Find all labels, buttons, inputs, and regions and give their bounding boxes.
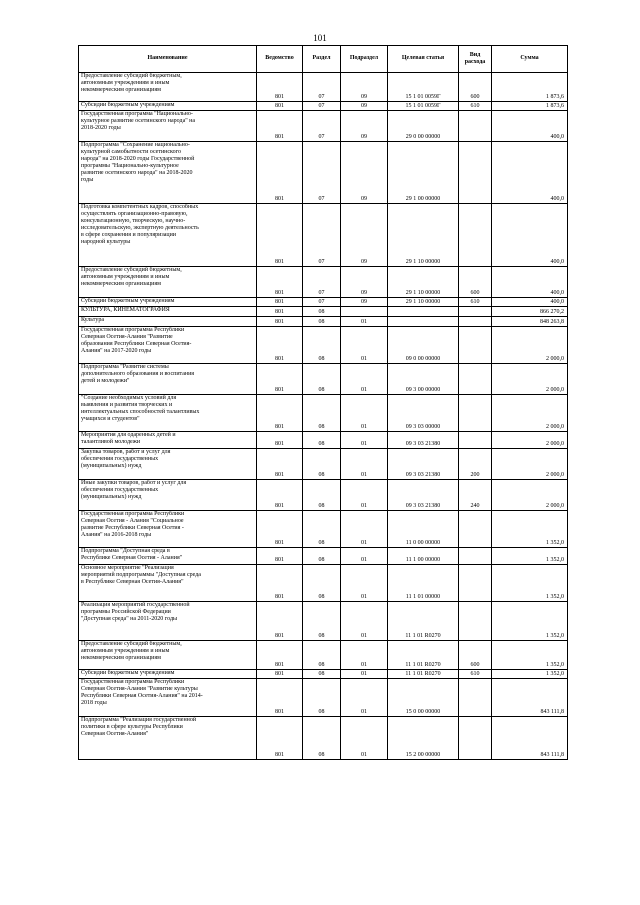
row-name: Подпрограмма "Доступная среда в Республике Северная Осетия - Алания" xyxy=(79,548,257,565)
row-summa: 400,0 xyxy=(492,111,568,142)
row-vid-raskhoda xyxy=(459,204,492,267)
row-summa: 2 000,0 xyxy=(492,364,568,395)
row-summa: 843 111,8 xyxy=(492,679,568,717)
header-vid-raskhoda: Вид расхода xyxy=(459,46,492,73)
row-vid-raskhoda: 600 xyxy=(459,641,492,670)
row-razdel: 08 xyxy=(303,327,341,364)
row-summa: 400,0 xyxy=(492,142,568,204)
row-celevaya-statya: 15 0 00 00000 xyxy=(388,679,459,717)
row-name: Реализация мероприятий государственной программы Российской Федерации "Доступная среда" на 2011-2020 годы xyxy=(79,602,257,641)
row-name: Субсидии бюджетным учреждениям xyxy=(79,670,257,679)
row-razdel: 07 xyxy=(303,73,341,102)
row-vid-raskhoda xyxy=(459,142,492,204)
header-razdel: Раздел xyxy=(303,46,341,73)
row-podrazdel: 01 xyxy=(341,327,388,364)
row-razdel: 07 xyxy=(303,142,341,204)
row-podrazdel: 09 xyxy=(341,298,388,307)
table-row xyxy=(79,480,568,511)
row-summa: 1 873,6 xyxy=(492,73,568,102)
table-row xyxy=(79,111,568,142)
row-razdel: 08 xyxy=(303,364,341,395)
row-razdel: 08 xyxy=(303,480,341,511)
row-razdel: 08 xyxy=(303,548,341,565)
row-vid-raskhoda: 610 xyxy=(459,298,492,307)
table-row xyxy=(79,307,568,317)
header-podrazdel: Подраздел xyxy=(341,46,388,73)
row-summa: 400,0 xyxy=(492,298,568,307)
row-name: Подпрограмма "Сохранение национально- культурной самобытности осетинского народа" на 2018-2020 годы Государственной программы "Национально-культурное развитие осетинского народа" на 2018-2020 годы xyxy=(79,142,257,204)
row-celevaya-statya: 11 1 01 R0270 xyxy=(388,602,459,641)
row-vid-raskhoda: 200 xyxy=(459,449,492,480)
row-name: "Создание необходимых условий для выявления и развития творческих и интеллектуальных способностей талантливых учащихся и студентов" xyxy=(79,395,257,432)
table-row xyxy=(79,364,568,395)
row-podrazdel: 01 xyxy=(341,717,388,760)
page-number: 101 xyxy=(313,33,327,43)
row-vedomstvo: 801 xyxy=(257,142,303,204)
table-row xyxy=(79,142,568,204)
row-razdel: 08 xyxy=(303,679,341,717)
row-razdel: 07 xyxy=(303,204,341,267)
row-podrazdel: 09 xyxy=(341,142,388,204)
row-summa: 1 352,0 xyxy=(492,511,568,548)
row-celevaya-statya xyxy=(388,317,459,327)
row-name: Предоставление субсидий бюджетным, автономным учреждениям и иным некоммерческим организациям xyxy=(79,267,257,298)
row-podrazdel: 01 xyxy=(341,679,388,717)
row-celevaya-statya: 11 1 01 00000 xyxy=(388,565,459,602)
row-name: Иные закупки товаров, работ и услуг для обеспечения государственных (муниципальных) нужд xyxy=(79,480,257,511)
row-vedomstvo: 801 xyxy=(257,204,303,267)
row-razdel: 08 xyxy=(303,307,341,317)
row-name: Государственная программа Республики Северная Осетия - Алания "Социальное развитие Республики Северная Осетия - Алания" на 2016-2018 годы xyxy=(79,511,257,548)
row-celevaya-statya: 29 1 10 00000 xyxy=(388,267,459,298)
row-summa: 1 352,0 xyxy=(492,602,568,641)
row-vedomstvo: 801 xyxy=(257,480,303,511)
row-celevaya-statya: 09 0 00 00000 xyxy=(388,327,459,364)
table-row xyxy=(79,317,568,327)
row-vid-raskhoda xyxy=(459,317,492,327)
row-celevaya-statya: 29 1 10 00000 xyxy=(388,204,459,267)
row-vid-raskhoda xyxy=(459,679,492,717)
header-celevaya-statya: Целевая статья xyxy=(388,46,459,73)
row-celevaya-statya: 11 1 01 R0270 xyxy=(388,670,459,679)
row-vedomstvo: 801 xyxy=(257,449,303,480)
row-vedomstvo: 801 xyxy=(257,548,303,565)
row-podrazdel: 01 xyxy=(341,317,388,327)
table-row xyxy=(79,449,568,480)
row-podrazdel: 01 xyxy=(341,602,388,641)
row-vedomstvo: 801 xyxy=(257,327,303,364)
row-razdel: 08 xyxy=(303,717,341,760)
row-name: Основное мероприятие "Реализация мероприятий подпрограммы "Доступная среда в Республике Северная Осетия-Алания" xyxy=(79,565,257,602)
row-razdel: 08 xyxy=(303,565,341,602)
row-summa: 2 000,0 xyxy=(492,395,568,432)
row-vedomstvo: 801 xyxy=(257,565,303,602)
table-row xyxy=(79,73,568,102)
row-vid-raskhoda xyxy=(459,111,492,142)
row-razdel: 07 xyxy=(303,298,341,307)
row-podrazdel: 09 xyxy=(341,73,388,102)
table-row xyxy=(79,602,568,641)
row-razdel: 08 xyxy=(303,602,341,641)
table-row xyxy=(79,298,568,307)
row-vid-raskhoda: 240 xyxy=(459,480,492,511)
row-summa: 843 111,8 xyxy=(492,717,568,760)
row-vedomstvo: 801 xyxy=(257,511,303,548)
header-name: Наименование xyxy=(79,46,257,73)
row-celevaya-statya: 15 1 01 0059Г xyxy=(388,102,459,111)
row-razdel: 08 xyxy=(303,511,341,548)
row-vedomstvo: 801 xyxy=(257,267,303,298)
row-summa: 2 000,0 xyxy=(492,480,568,511)
table-row xyxy=(79,511,568,548)
table-row xyxy=(79,641,568,670)
row-celevaya-statya: 09 3 00 00000 xyxy=(388,364,459,395)
row-celevaya-statya: 29 1 00 00000 xyxy=(388,142,459,204)
row-name: Субсидии бюджетным учреждениям xyxy=(79,298,257,307)
row-razdel: 07 xyxy=(303,111,341,142)
row-summa: 400,0 xyxy=(492,267,568,298)
table-row xyxy=(79,565,568,602)
table-row xyxy=(79,432,568,449)
row-vedomstvo: 801 xyxy=(257,364,303,395)
row-podrazdel: 01 xyxy=(341,364,388,395)
row-name: Закупка товаров, работ и услуг для обеспечения государственных (муниципальных) нужд xyxy=(79,449,257,480)
row-vedomstvo: 801 xyxy=(257,670,303,679)
row-vedomstvo: 801 xyxy=(257,111,303,142)
row-podrazdel: 01 xyxy=(341,670,388,679)
row-podrazdel: 01 xyxy=(341,641,388,670)
row-celevaya-statya: 11 1 00 00000 xyxy=(388,548,459,565)
row-name: Подпрограмма "Реализация государственной политики в сфере культуры Республики Северная Осетия-Алания" xyxy=(79,717,257,760)
row-name: Предоставление субсидий бюджетным, автономным учреждениям и иным некоммерческим организациям xyxy=(79,641,257,670)
row-razdel: 08 xyxy=(303,641,341,670)
row-vid-raskhoda: 610 xyxy=(459,670,492,679)
table-row xyxy=(79,670,568,679)
row-vid-raskhoda xyxy=(459,548,492,565)
row-podrazdel: 09 xyxy=(341,111,388,142)
table-row xyxy=(79,679,568,717)
row-vedomstvo: 801 xyxy=(257,307,303,317)
row-vid-raskhoda xyxy=(459,307,492,317)
row-summa: 2 000,0 xyxy=(492,449,568,480)
row-vid-raskhoda xyxy=(459,395,492,432)
row-podrazdel xyxy=(341,307,388,317)
row-razdel: 08 xyxy=(303,449,341,480)
row-vid-raskhoda: 600 xyxy=(459,267,492,298)
table-row xyxy=(79,267,568,298)
row-vid-raskhoda: 600 xyxy=(459,73,492,102)
row-razdel: 08 xyxy=(303,670,341,679)
row-podrazdel: 09 xyxy=(341,102,388,111)
row-podrazdel: 01 xyxy=(341,432,388,449)
row-vid-raskhoda xyxy=(459,717,492,760)
row-name: Субсидии бюджетным учреждениям xyxy=(79,102,257,111)
row-summa: 1 352,0 xyxy=(492,548,568,565)
row-vedomstvo: 801 xyxy=(257,717,303,760)
row-razdel: 08 xyxy=(303,395,341,432)
row-summa: 2 000,0 xyxy=(492,327,568,364)
row-podrazdel: 01 xyxy=(341,548,388,565)
row-vedomstvo: 801 xyxy=(257,317,303,327)
row-razdel: 08 xyxy=(303,317,341,327)
row-summa: 2 000,0 xyxy=(492,432,568,449)
row-vedomstvo: 801 xyxy=(257,73,303,102)
row-celevaya-statya: 15 1 01 0059Г xyxy=(388,73,459,102)
row-celevaya-statya: 09 3 03 00000 xyxy=(388,395,459,432)
row-name: Мероприятия для одаренных детей и талантливой молодежи xyxy=(79,432,257,449)
row-vedomstvo: 801 xyxy=(257,102,303,111)
row-celevaya-statya: 09 3 03 21380 xyxy=(388,432,459,449)
budget-table xyxy=(78,45,568,760)
row-summa: 1 873,6 xyxy=(492,102,568,111)
row-vedomstvo: 801 xyxy=(257,602,303,641)
header-vedomstvo: Ведомство xyxy=(257,46,303,73)
row-celevaya-statya: 09 3 03 21380 xyxy=(388,480,459,511)
row-podrazdel: 01 xyxy=(341,511,388,548)
row-name: Государственная программа Республики Северная Осетия-Алания "Развитие культуры Республики Северная Осетия-Алания" на 2014- 2018 годы xyxy=(79,679,257,717)
table-row xyxy=(79,395,568,432)
header-summa: Сумма xyxy=(492,46,568,73)
row-summa: 400,0 xyxy=(492,204,568,267)
row-name: Подпрограмма "Развитие системы дополнительного образования и воспитания детей и молодежи" xyxy=(79,364,257,395)
table-row xyxy=(79,327,568,364)
row-name: Государственная программа "Национально- культурное развитие осетинского народа" на 2018-2020 годы xyxy=(79,111,257,142)
row-vid-raskhoda xyxy=(459,602,492,641)
row-vid-raskhoda: 610 xyxy=(459,102,492,111)
row-podrazdel: 09 xyxy=(341,267,388,298)
row-name: Культура xyxy=(79,317,257,327)
row-name: Государственная программа Республики Северная Осетия-Алания "Развитие образования Республики Северная Осетия- Алания" на 2017-2020 годы xyxy=(79,327,257,364)
row-vedomstvo: 801 xyxy=(257,298,303,307)
row-summa: 848 263,8 xyxy=(492,317,568,327)
row-vedomstvo: 801 xyxy=(257,395,303,432)
row-vedomstvo: 801 xyxy=(257,432,303,449)
row-podrazdel: 01 xyxy=(341,449,388,480)
table-row xyxy=(79,102,568,111)
row-celevaya-statya: 29 1 10 00000 xyxy=(388,298,459,307)
row-razdel: 07 xyxy=(303,267,341,298)
row-celevaya-statya: 11 1 01 R0270 xyxy=(388,641,459,670)
row-summa: 866 270,2 xyxy=(492,307,568,317)
table-row xyxy=(79,204,568,267)
row-celevaya-statya: 09 3 03 21380 xyxy=(388,449,459,480)
row-vid-raskhoda xyxy=(459,565,492,602)
row-vid-raskhoda xyxy=(459,327,492,364)
row-vid-raskhoda xyxy=(459,364,492,395)
table-row xyxy=(79,717,568,760)
row-podrazdel: 09 xyxy=(341,204,388,267)
table-body xyxy=(79,73,568,760)
row-summa: 1 352,0 xyxy=(492,670,568,679)
table-row xyxy=(79,548,568,565)
row-name: КУЛЬТУРА, КИНЕМАТОГРАФИЯ xyxy=(79,307,257,317)
row-podrazdel: 01 xyxy=(341,395,388,432)
row-celevaya-statya xyxy=(388,307,459,317)
row-vid-raskhoda xyxy=(459,511,492,548)
row-razdel: 08 xyxy=(303,432,341,449)
row-name: Предоставление субсидий бюджетным, автономным учреждениям и иным некоммерческим организациям xyxy=(79,73,257,102)
row-celevaya-statya: 15 2 00 00000 xyxy=(388,717,459,760)
table-header-row xyxy=(79,46,568,73)
row-summa: 1 352,0 xyxy=(492,565,568,602)
row-podrazdel: 01 xyxy=(341,480,388,511)
row-name: Подготовка компетентных кадров, способных осуществлять организационно-правовую, консультационную, творческую, научно- исследовательскую, экспертную деятельность в сфере сохранения и популяризации народной культуры xyxy=(79,204,257,267)
row-podrazdel: 01 xyxy=(341,565,388,602)
row-celevaya-statya: 11 0 00 00000 xyxy=(388,511,459,548)
row-summa: 1 352,0 xyxy=(492,641,568,670)
row-vedomstvo: 801 xyxy=(257,679,303,717)
row-razdel: 07 xyxy=(303,102,341,111)
row-vedomstvo: 801 xyxy=(257,641,303,670)
row-vid-raskhoda xyxy=(459,432,492,449)
row-celevaya-statya: 29 0 00 00000 xyxy=(388,111,459,142)
